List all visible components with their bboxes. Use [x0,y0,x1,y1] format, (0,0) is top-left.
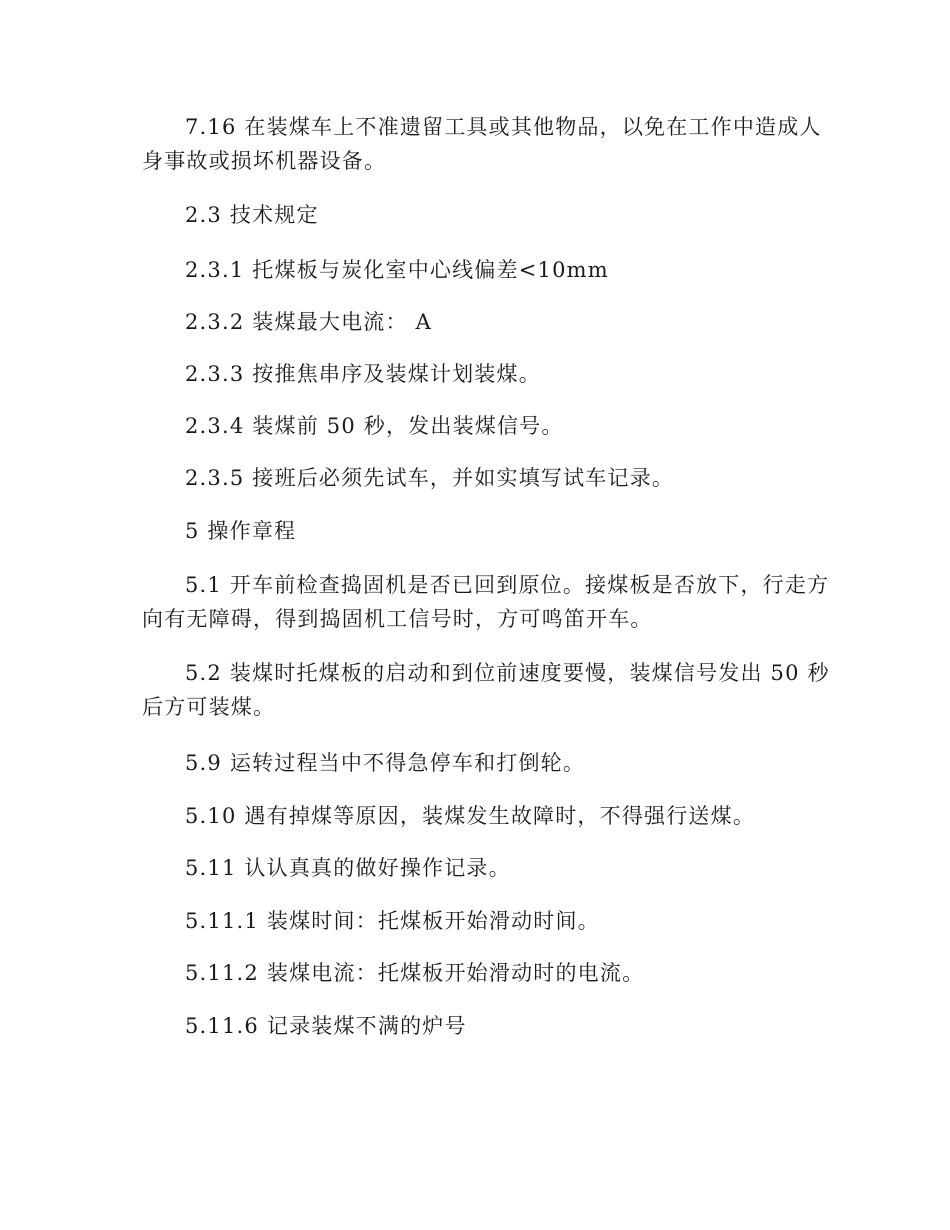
heading-2-3 [142,198,810,232]
paragraph-5-1 [142,568,830,636]
paragraph-line: 5.10 遇有掉煤等原因，装煤发生故障时，不得强行送煤。 [185,804,756,828]
heading-5 [142,514,810,548]
paragraph-5-11 [142,851,810,885]
paragraph-5-11-6 [142,1009,810,1043]
paragraph-line: 2.3.1 托煤板与炭化室中心线偏差<10mm [185,258,609,282]
paragraph-line: 身事故或损坏机器设备。 [142,149,387,173]
paragraph-line: 2.3.2 装煤最大电流： A [185,310,432,334]
paragraph-5-2 [142,656,830,724]
paragraph-line: 2.3.4 装煤前 50 秒，发出装煤信号。 [185,414,564,438]
paragraph-line: 5.2 装煤时托煤板的启动和到位前速度要慢，装煤信号发出 50 秒 [185,661,830,685]
paragraph-line: 2.3.5 接班后必须先试车，并如实填写试车记录。 [185,466,675,490]
paragraph-5-10 [142,799,810,833]
paragraph-7-16 [142,110,822,178]
paragraph-5-9 [142,746,810,780]
paragraph-line: 5.11.6 记录装煤不满的炉号 [185,1014,467,1038]
paragraph-line: 2.3.3 按推焦串序及装煤计划装煤。 [185,362,541,386]
paragraph-2-3-5 [142,461,810,495]
paragraph-line: 7.16 在装煤车上不准遗留工具或其他物品，以免在工作中造成人 [185,115,822,139]
paragraph-line: 向有无障碍，得到捣固机工信号时，方可鸣笛开车。 [142,607,653,631]
paragraph-line: 后方可装煤。 [142,695,276,719]
paragraph-5-11-1 [142,904,810,938]
paragraph-2-3-2 [142,305,810,339]
paragraph-2-3-1 [142,253,810,287]
paragraph-5-11-2 [142,956,810,990]
section-heading: 5 操作章程 [185,519,297,543]
section-heading: 2.3 技术规定 [185,203,319,227]
paragraph-line: 5.11 认认真真的做好操作记录。 [185,856,511,880]
paragraph-2-3-3 [142,357,810,391]
paragraph-line: 5.11.2 装煤电流：托煤板开始滑动时的电流。 [185,961,645,985]
paragraph-line: 5.9 运转过程当中不得急停车和打倒轮。 [185,751,586,775]
paragraph-2-3-4 [142,409,810,443]
paragraph-line: 5.11.1 装煤时间：托煤板开始滑动时间。 [185,909,600,933]
paragraph-line: 5.1 开车前检查捣固机是否已回到原位。接煤板是否放下，行走方 [185,573,830,597]
